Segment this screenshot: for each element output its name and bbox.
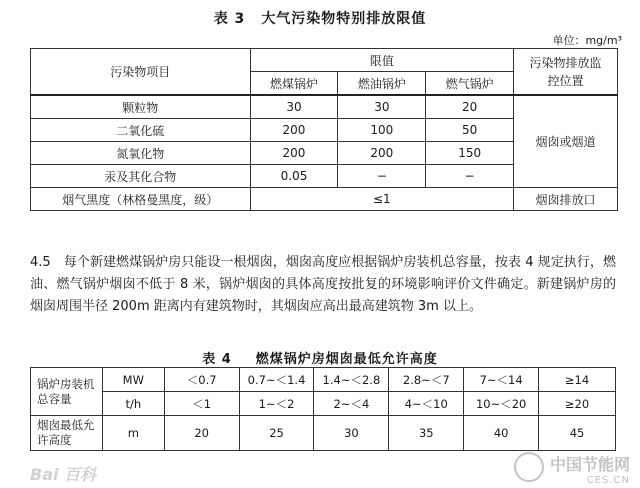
table-row — [31, 188, 618, 211]
limit-gas: 50 — [426, 119, 514, 142]
smoke-blackness-value: ≤1 — [250, 188, 514, 211]
pollutant-name: 颗粒物 — [31, 95, 251, 119]
ces-logo-icon — [514, 452, 544, 482]
height-label: 烟囱最低允许高度 — [31, 416, 103, 451]
limit-oil: 30 — [338, 95, 426, 119]
emission-limits-table — [30, 48, 618, 211]
th-range: ＜1 — [164, 392, 239, 416]
th-range: 10~＜20 — [464, 392, 539, 416]
limit-oil: 200 — [338, 142, 426, 165]
limit-gas: − — [426, 165, 514, 188]
min-height: 35 — [389, 416, 464, 451]
table4-title-text: 燃煤锅炉房烟囱最低允许高度 — [255, 352, 438, 367]
table4-number: 表 4 — [202, 352, 232, 367]
th-range: ≥20 — [539, 392, 616, 416]
ces-watermark-en: CES.CN — [586, 475, 630, 486]
header-coal: 燃煤锅炉 — [250, 72, 338, 96]
table-row — [31, 416, 616, 451]
pollutant-name: 氮氧化物 — [31, 142, 251, 165]
th-range: 2~＜4 — [314, 392, 389, 416]
limit-gas: 150 — [426, 142, 514, 165]
table3-unit: 单位：mg/m³ — [552, 34, 622, 47]
ces-watermark — [550, 452, 630, 486]
mw-range: ＜0.7 — [164, 368, 239, 392]
pollutant-name: 汞及其化合物 — [31, 165, 251, 188]
min-height: 45 — [539, 416, 616, 451]
min-height: 20 — [164, 416, 239, 451]
min-height: 40 — [464, 416, 539, 451]
limit-coal: 200 — [250, 119, 338, 142]
unit-th: t/h — [102, 392, 164, 416]
table3-number: 表 3 — [213, 11, 246, 27]
unit-m: m — [102, 416, 164, 451]
mw-range: 2.8~＜7 — [389, 368, 464, 392]
header-gas: 燃气锅炉 — [426, 72, 514, 96]
smoke-monitor-location: 烟囱排放口 — [514, 188, 618, 211]
table-row — [31, 95, 618, 119]
smoke-blackness-label: 烟气黑度（林格曼黑度，级） — [31, 188, 251, 211]
table4-title — [0, 348, 640, 367]
th-range: 1~＜2 — [239, 392, 314, 416]
baidu-watermark: Bai 百科 — [30, 465, 97, 484]
ces-watermark-cn: 中国节能网 — [549, 455, 630, 474]
limit-gas: 20 — [426, 95, 514, 119]
unit-mw: MW — [102, 368, 164, 392]
chimney-height-table — [30, 367, 616, 451]
capacity-label: 锅炉房装机总容量 — [31, 368, 103, 416]
clause-4-5-paragraph: 4.5 每个新建燃煤锅炉房只能设一根烟囱，烟囱高度应根据锅炉房装机总容量，按表 4 规定执行，燃油、燃气锅炉烟囱不低于 8 米，锅炉烟囱的具体高度按批复的环境影响评价文件确定。新建锅炉房的烟囱周围半径 200m 距离内有建筑物时，其烟囱应高出最高建筑物 3m 以上。 — [30, 255, 616, 314]
limit-coal: 200 — [250, 142, 338, 165]
header-oil: 燃油锅炉 — [338, 72, 426, 96]
th-range: 4~＜10 — [389, 392, 464, 416]
min-height: 25 — [239, 416, 314, 451]
min-height: 30 — [314, 416, 389, 451]
limit-coal: 0.05 — [250, 165, 338, 188]
table-row — [31, 392, 616, 416]
header-monitor: 污染物排放监控位置 — [514, 49, 618, 96]
limit-oil: − — [338, 165, 426, 188]
mw-range: 1.4~＜2.8 — [314, 368, 389, 392]
mw-range: ≥14 — [539, 368, 616, 392]
table3-title-text: 大气污染物特别排放限值 — [261, 11, 427, 27]
monitor-location: 烟囱或烟道 — [514, 95, 618, 188]
table3-title — [0, 8, 640, 28]
header-pollutant: 污染物项目 — [31, 49, 251, 96]
header-limit: 限值 — [250, 49, 514, 72]
table-row — [31, 368, 616, 392]
limit-coal: 30 — [250, 95, 338, 119]
pollutant-name: 二氧化硫 — [31, 119, 251, 142]
mw-range: 7~＜14 — [464, 368, 539, 392]
mw-range: 0.7~＜1.4 — [239, 368, 314, 392]
limit-oil: 100 — [338, 119, 426, 142]
